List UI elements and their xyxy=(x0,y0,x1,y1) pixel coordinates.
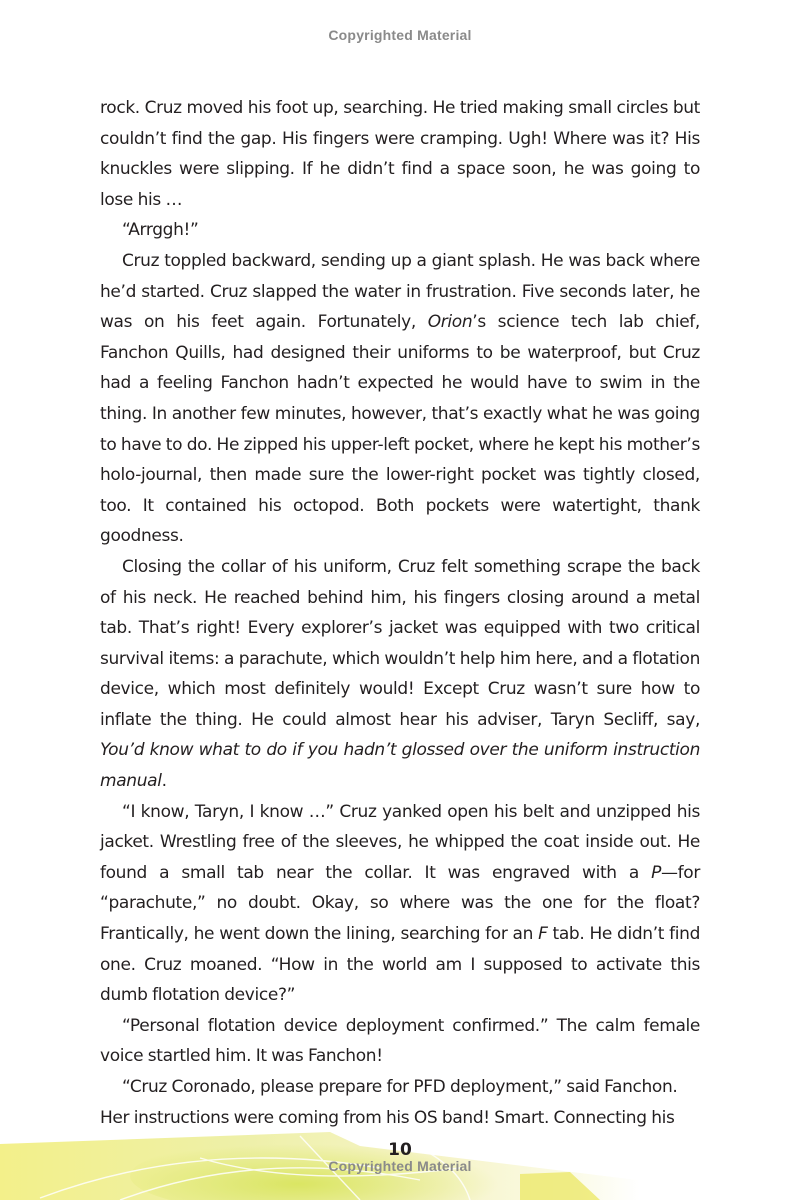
paragraph-5-text-b: —for “parachute,” no doubt. Okay, so where was the one for the float? Frantically, he went down the lining, searching for an xyxy=(100,862,700,945)
copyright-watermark-top: Copyrighted Material xyxy=(328,27,472,43)
ship-name-italic: Orion xyxy=(427,312,473,333)
paragraph-4-text-a: Closing the collar of his uniform, Cruz felt something scrape the back of his neck. He reached behind him, his fingers closing around a metal tab. That’s right! Every explorer’s jacket was equipped with two critical survival items: a parachute, which wouldn’t help him here, and a flotation device, which most definitely would! Except Cruz wasn’t sure how to inflate the thing. He could almost hear his adviser, Taryn Secliff, say, xyxy=(100,556,700,730)
page-body-text xyxy=(100,93,700,1133)
paragraph-5 xyxy=(100,797,700,1011)
italic-thought: You’d know what to do if you hadn’t glossed over the uniform instruction manual xyxy=(100,740,700,792)
italic-letter-f: F xyxy=(538,924,548,945)
paragraph-3 xyxy=(100,246,700,552)
paragraph-5-text-c: tab. He didn’t find one. Cruz moaned. “How in the world am I supposed to activate this dumb flotation device?” xyxy=(100,924,701,1006)
paragraph-5-text-a: “I know, Taryn, I know …” Cruz yanked open his belt and unzipped his jacket. Wrestling free of the sleeves, he whipped the coat inside out. He found a small tab near the collar. It was engraved with a xyxy=(100,801,700,883)
paragraph-6: “Personal flotation device deployment confirmed.” The calm female voice startled him. It was Fanchon! xyxy=(100,1015,700,1067)
paragraph-7: “Cruz Coronado, please prepare for PFD deployment,” said Fanchon. Her instructions were coming from his OS band! Smart. Connecting his xyxy=(100,1077,678,1128)
page-number: 10 xyxy=(388,1140,412,1160)
paragraph-2: “Arrggh!” xyxy=(122,220,199,241)
paragraph-4 xyxy=(100,552,700,797)
paragraph-3-text-a: Cruz toppled backward, sending up a giant splash. He was back where he’d started. Cruz slapped the water in frustration. Five seconds later, he was on his feet again. Fortunately, xyxy=(100,250,700,333)
paragraph-4-text-b: . xyxy=(161,771,167,792)
paragraph-3-text-b: ’s science tech lab chief, Fanchon Quills, had designed their uniforms to be waterproof, but Cruz had a feeling Fanchon hadn’t expected he would have to swim in the thing. In another few minutes, however, that’s exactly what he was going to have to do. He zipped his upper-left pocket, where he kept his mother’s holo-journal, then made sure the lower-right pocket was tightly closed, too. It contained his octopod. Both pockets were watertight, thank goodness. xyxy=(100,312,700,547)
italic-letter-p: P xyxy=(651,862,662,883)
paragraph-1: rock. Cruz moved his foot up, searching. He tried making small circles but couldn’t find the gap. His fingers were cramping. Ugh! Where was it? His knuckles were slipping. If he didn’t find a space soon, he was going to lose his … xyxy=(100,98,700,210)
copyright-watermark-bottom: Copyrighted Material xyxy=(328,1158,472,1174)
